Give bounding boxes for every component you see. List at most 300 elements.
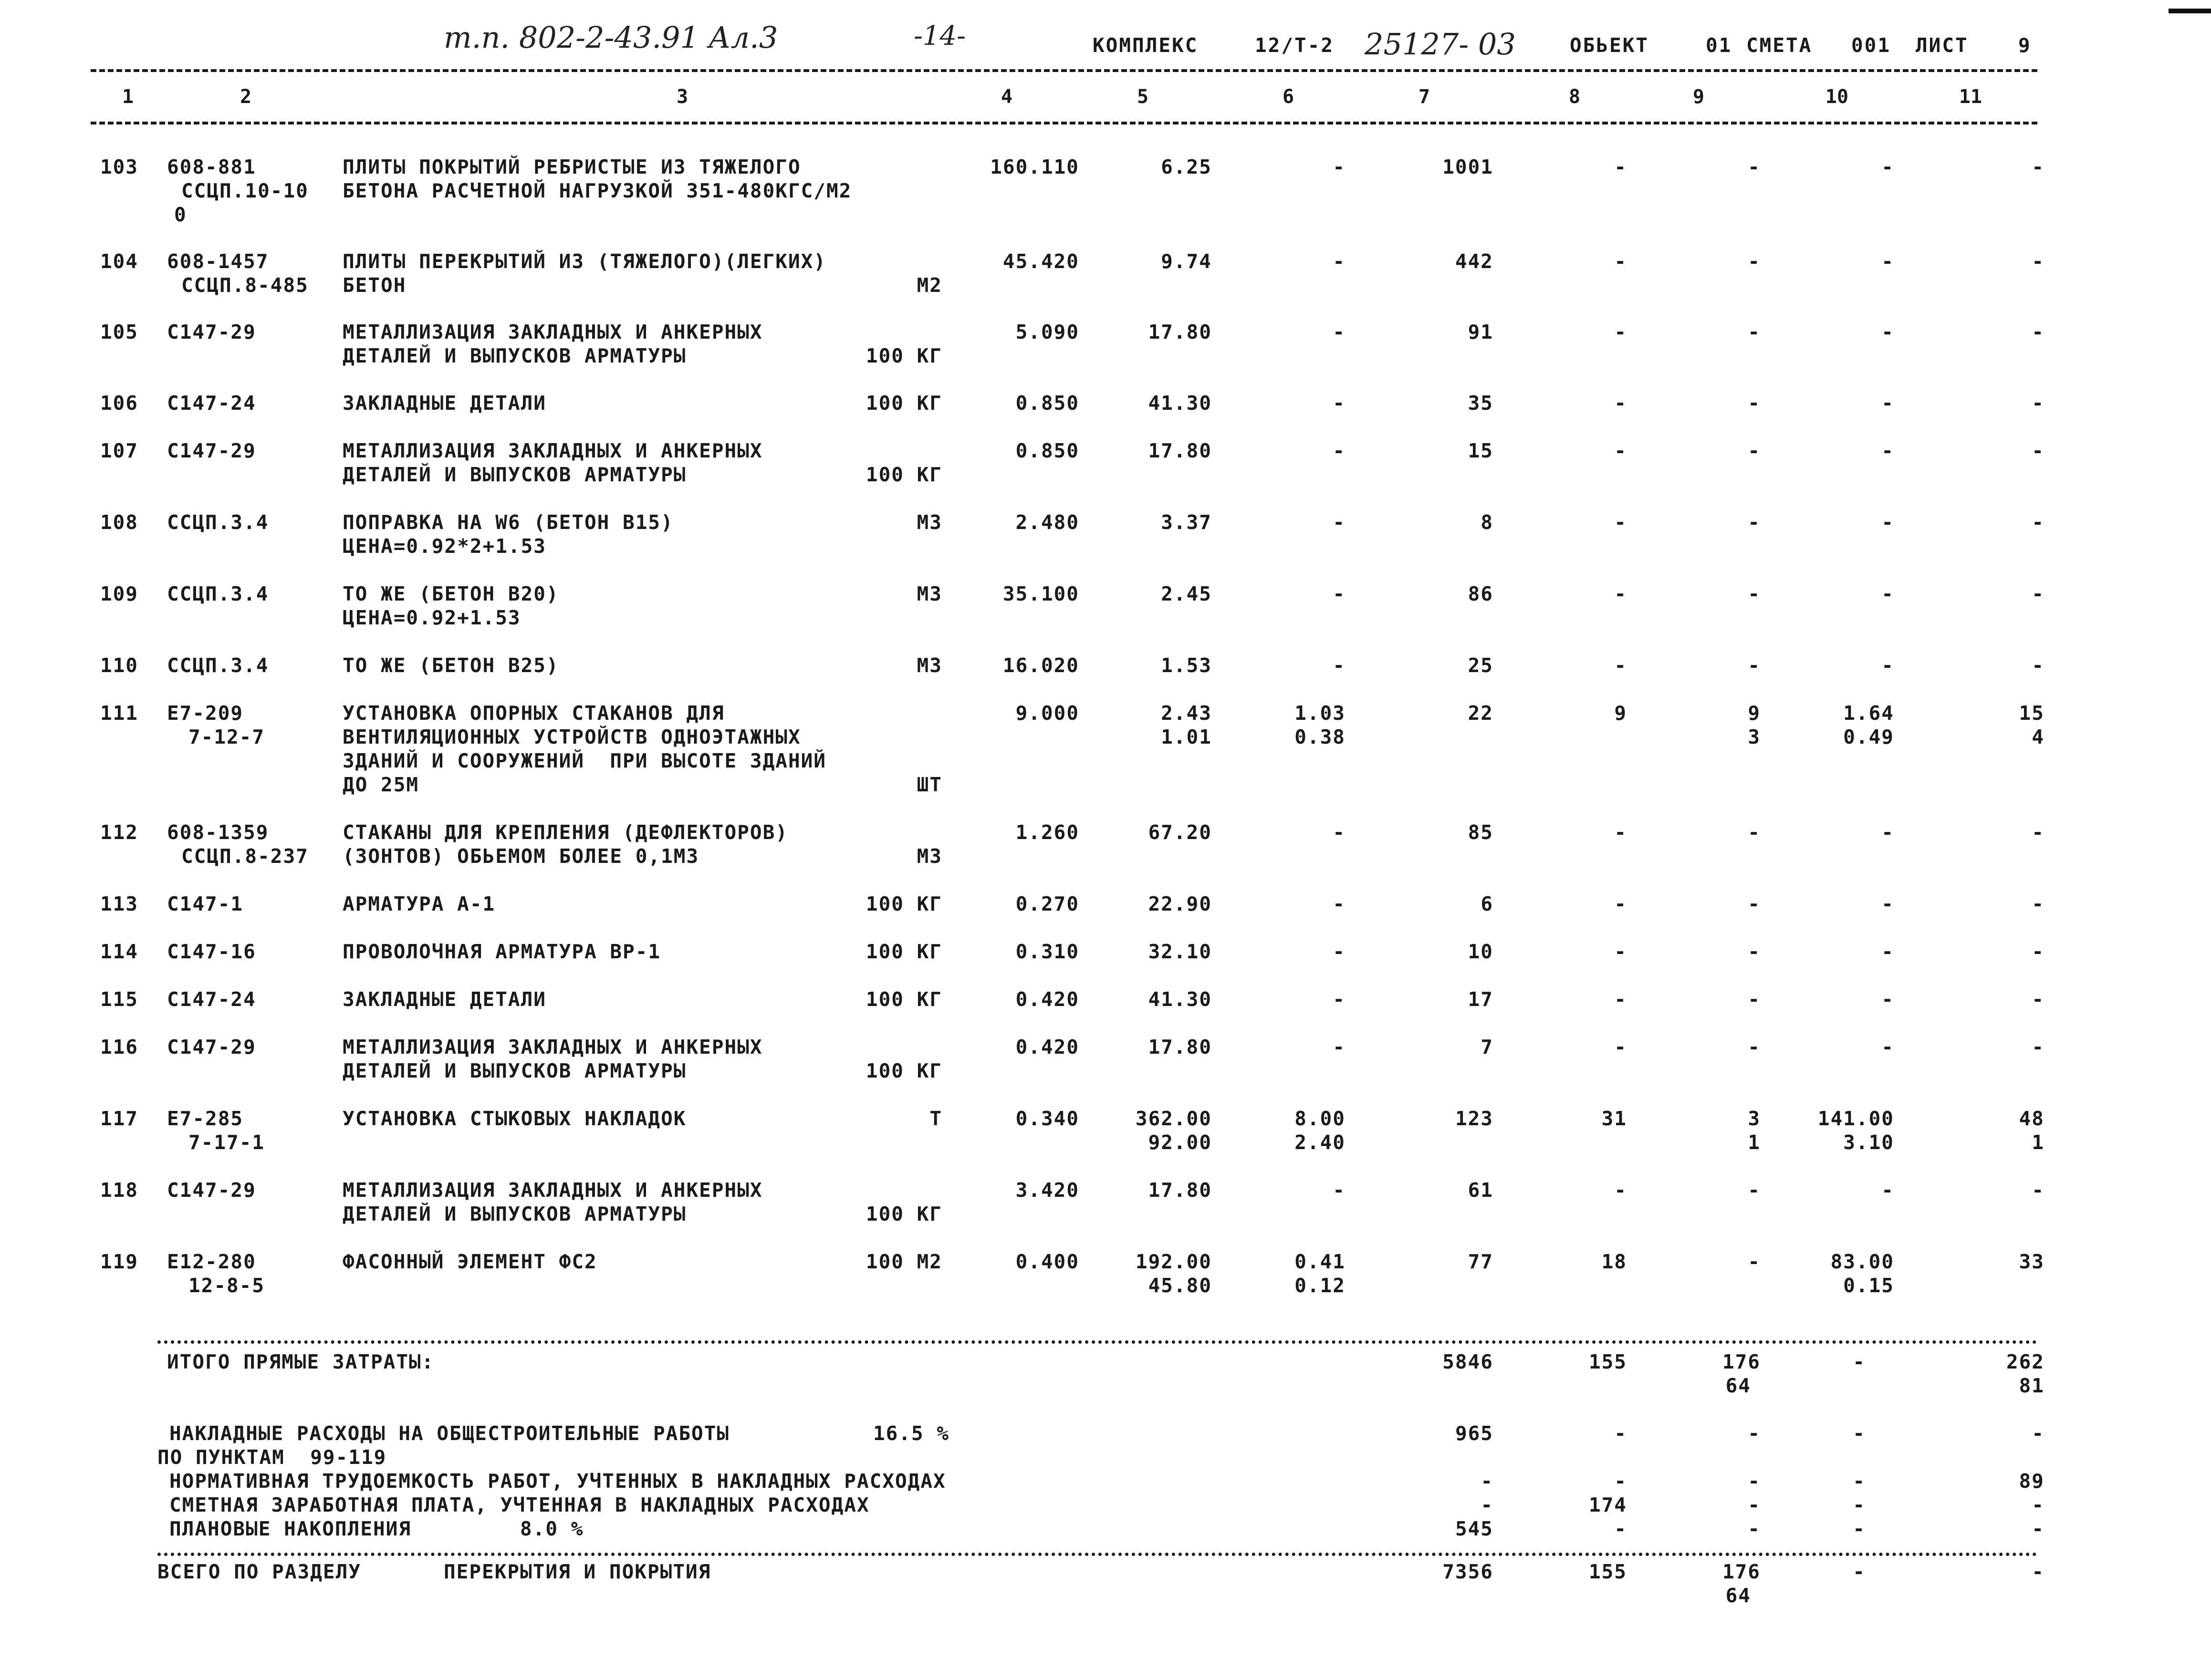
planned-savings-col-8: - [1614,1517,1627,1540]
value-col-10: - [1881,654,1894,677]
row-number: 114 [100,940,138,963]
summary-rule [157,1340,2037,1344]
value-col-7: 123 [1455,1107,1493,1130]
wages-label: СМЕТНАЯ ЗАРАБОТНАЯ ПЛАТА, УЧТЕННАЯ В НАКЛАДНЫХ РАСХОДАХ [169,1493,870,1516]
value-col-6: - [1333,892,1345,915]
direct-costs-col-10: - [1853,1350,1866,1373]
section-total-col-9: 64 [1725,1584,1751,1607]
value-col-6: 2.40 [1294,1131,1345,1154]
wages-col-11: - [2032,1493,2044,1516]
row-number: 105 [100,321,138,343]
work-description: ПЛИТЫ ПЕРЕКРЫТИЙ ИЗ (ТЯЖЕЛОГО)(ЛЕГКИХ) [343,250,826,273]
value-col-6: - [1333,392,1345,415]
unit-of-measure: 100 КГ [866,940,942,963]
row-number: 104 [100,250,138,273]
unit-of-measure: М2 [917,274,942,297]
value-col-7: 442 [1455,250,1493,273]
wages-col-7: - [1481,1493,1493,1516]
value-col-10: - [1881,988,1894,1011]
value-col-5: 22.90 [1148,892,1212,915]
labor-norm-col-8: - [1614,1470,1627,1493]
value-col-11: - [2032,1179,2044,1202]
value-col-8: 31 [1601,1107,1627,1130]
rate-code: С147-29 [167,439,256,462]
quantity: 160.110 [990,156,1079,178]
value-col-6: 0.41 [1294,1250,1345,1273]
overhead-col-11: - [2032,1422,2044,1445]
unit-of-measure: ШТ [917,773,942,796]
row-number: 108 [100,511,138,534]
value-col-7: 85 [1468,821,1493,844]
complex-code: 12/Т-2 [1255,34,1335,57]
planned-savings-label: ПЛАНОВЫЕ НАКОПЛЕНИЯ [169,1517,411,1540]
header-rule-top [91,69,2037,72]
value-col-5: 9.74 [1161,250,1212,273]
value-col-9: - [1748,821,1761,844]
rate-code: 7-12-7 [188,726,265,748]
value-col-8: - [1614,892,1627,915]
rate-code: С147-29 [167,1179,256,1202]
column-number: 11 [1959,86,1982,108]
work-description: ДЕТАЛЕЙ И ВЫПУСКОВ АРМАТУРЫ [343,1203,687,1225]
value-col-6: - [1333,321,1345,343]
value-col-5: 6.25 [1161,156,1212,178]
column-number: 7 [1418,86,1430,108]
value-col-9: - [1748,582,1761,605]
value-col-5: 92.00 [1148,1131,1212,1154]
quantity: 0.420 [1015,1036,1079,1058]
section-total-col-11: - [2032,1560,2044,1583]
direct-costs-col-9: 64 [1725,1374,1751,1397]
value-col-6: - [1333,821,1345,844]
value-col-6: 0.38 [1294,726,1345,748]
page-edge-mark [2169,9,2211,13]
unit-of-measure: М3 [917,582,942,605]
rate-code: Е12-280 [167,1250,256,1273]
value-col-10: - [1881,250,1894,273]
value-col-6: - [1333,1179,1345,1202]
value-col-5: 1.53 [1161,654,1212,677]
row-number: 103 [100,156,138,178]
value-col-11: 4 [2032,726,2044,748]
unit-of-measure: 100 КГ [866,463,942,486]
value-col-9: - [1748,1036,1761,1058]
value-col-6: 1.03 [1294,702,1345,725]
value-col-6: - [1333,654,1345,677]
column-number: 2 [240,86,252,108]
value-col-10: - [1881,940,1894,963]
value-col-6: - [1333,250,1345,273]
rate-code: С147-24 [167,988,256,1011]
column-number: 5 [1137,86,1149,108]
rate-code: ССЦП.8-237 [181,845,309,868]
work-description: ТО ЖЕ (БЕТОН В25) [343,654,559,677]
work-description: ЦЕНА=0.92*2+1.53 [343,535,546,558]
section-total-col-7: 7356 [1442,1560,1493,1583]
value-col-11: - [2032,321,2044,343]
quantity: 0.270 [1015,892,1079,915]
work-description: УСТАНОВКА ОПОРНЫХ СТАКАНОВ ДЛЯ [343,702,725,725]
overhead-col-10: - [1853,1422,1866,1445]
planned-savings-col-10: - [1853,1517,1866,1540]
planned-savings-col-7: 545 [1455,1517,1493,1540]
value-col-11: - [2032,892,2044,915]
value-col-5: 2.45 [1161,582,1212,605]
planned-savings-rate: 8.0 % [520,1517,584,1540]
rate-code: 608-881 [167,156,256,178]
value-col-11: - [2032,940,2044,963]
value-col-9: - [1748,892,1761,915]
value-col-8: - [1614,392,1627,415]
unit-of-measure: 100 КГ [866,988,942,1011]
overhead-col-9: - [1748,1422,1761,1445]
planned-savings-col-9: - [1748,1517,1761,1540]
work-description: ДО 25М [343,773,419,796]
quantity: 0.850 [1015,392,1079,415]
column-number: 6 [1282,86,1294,108]
rate-code: ССЦП.8-485 [181,274,309,297]
value-col-10: 0.49 [1843,726,1894,748]
quantity: 3.420 [1015,1179,1079,1202]
unit-of-measure: М3 [917,654,942,677]
rate-code: Е7-285 [167,1107,244,1130]
planned-savings-col-11: - [2032,1517,2044,1540]
value-col-11: - [2032,250,2044,273]
rate-code: 608-1359 [167,821,269,844]
direct-costs-label: ИТОГО ПРЯМЫЕ ЗАТРАТЫ: [167,1350,435,1373]
row-number: 117 [100,1107,138,1130]
work-description: СТАКАНЫ ДЛЯ КРЕПЛЕНИЯ (ДЕФЛЕКТОРОВ) [343,821,788,844]
value-col-8: - [1614,156,1627,178]
value-col-9: 9 [1748,702,1761,725]
value-col-8: 18 [1601,1250,1627,1273]
unit-of-measure: 100 КГ [866,344,942,367]
value-col-8: - [1614,321,1627,343]
column-number: 1 [122,86,134,108]
quantity: 9.000 [1015,702,1079,725]
value-col-5: 17.80 [1148,321,1212,343]
doc-code: т.п. 802-2-43.91 Ал.3 [444,20,778,55]
value-col-5: 45.80 [1148,1274,1212,1297]
value-col-9: - [1748,940,1761,963]
value-col-10: - [1881,1036,1894,1058]
value-col-9: 1 [1748,1131,1761,1154]
overhead-points: ПО ПУНКТАМ 99-119 [157,1446,387,1469]
rate-code: 0 [174,203,187,226]
unit-of-measure: М3 [917,845,942,868]
value-col-11: 1 [2032,1131,2044,1154]
value-col-10: - [1881,392,1894,415]
work-description: АРМАТУРА А-1 [343,892,496,915]
rate-code: С147-29 [167,1036,256,1058]
object-label: ОБЬЕКТ [1570,34,1649,57]
value-col-6: 8.00 [1294,1107,1345,1130]
value-col-11: - [2032,988,2044,1011]
work-description: ЦЕНА=0.92+1.53 [343,606,521,629]
value-col-9: 3 [1748,726,1761,748]
value-col-5: 17.80 [1148,1179,1212,1202]
column-number: 10 [1825,86,1849,108]
value-col-9: - [1748,321,1761,343]
row-number: 109 [100,582,138,605]
row-number: 112 [100,821,138,844]
section-total-col-9: 176 [1722,1560,1761,1583]
overhead-rate: 16.5 % [873,1422,950,1445]
section-total-rule [157,1553,2037,1556]
column-number: 4 [1001,86,1013,108]
value-col-11: 33 [2019,1250,2044,1273]
quantity: 0.400 [1015,1250,1079,1273]
direct-costs-col-8: 155 [1588,1350,1627,1373]
labor-norm-col-9: - [1748,1470,1761,1493]
value-col-9: - [1748,1179,1761,1202]
section-total-col-10: - [1853,1560,1866,1583]
work-description: МЕТАЛЛИЗАЦИЯ ЗАКЛАДНЫХ И АНКЕРНЫХ [343,321,763,343]
value-col-7: 15 [1468,439,1493,462]
value-col-9: - [1748,511,1761,534]
row-number: 111 [100,702,138,725]
unit-of-measure: М3 [917,511,942,534]
value-col-5: 67.20 [1148,821,1212,844]
value-col-10: - [1881,321,1894,343]
work-description: ЗАКЛАДНЫЕ ДЕТАЛИ [343,392,546,415]
work-description: БЕТОНА РАСЧЕТНОЙ НАГРУЗКОЙ 351-480КГС/М2 [343,179,852,202]
work-description: МЕТАЛЛИЗАЦИЯ ЗАКЛАДНЫХ И АНКЕРНЫХ [343,439,763,462]
value-col-10: 0.15 [1843,1274,1894,1297]
value-col-6: - [1333,1036,1345,1058]
row-number: 106 [100,392,138,415]
value-col-7: 1001 [1442,156,1493,178]
value-col-8: - [1614,439,1627,462]
work-description: ТО ЖЕ (БЕТОН В20) [343,582,559,605]
wages-col-10: - [1853,1493,1866,1516]
value-col-9: - [1748,439,1761,462]
direct-costs-col-9: 176 [1722,1350,1761,1373]
quantity: 5.090 [1015,321,1079,343]
value-col-5: 3.37 [1161,511,1212,534]
value-col-7: 8 [1481,511,1493,534]
value-col-5: 192.00 [1135,1250,1212,1273]
complex-handwritten: 25127- 03 [1365,27,1516,62]
value-col-9: - [1748,988,1761,1011]
value-col-8: - [1614,821,1627,844]
value-col-10: - [1881,511,1894,534]
value-col-6: - [1333,156,1345,178]
column-number: 8 [1568,86,1581,108]
work-description: ДЕТАЛЕЙ И ВЫПУСКОВ АРМАТУРЫ [343,463,687,486]
labor-norm-label: НОРМАТИВНАЯ ТРУДОЕМКОСТЬ РАБОТ, УЧТЕННЫХ В НАКЛАДНЫХ РАСХОДАХ [169,1470,946,1493]
row-number: 107 [100,439,138,462]
value-col-5: 32.10 [1148,940,1212,963]
value-col-5: 2.43 [1161,702,1212,725]
smeta-label: СМЕТА [1746,34,1813,57]
labor-norm-col-7: - [1481,1470,1493,1493]
value-col-5: 17.80 [1148,439,1212,462]
rate-code: С147-16 [167,940,256,963]
labor-norm-col-10: - [1853,1470,1866,1493]
direct-costs-col-11: 81 [2019,1374,2044,1397]
work-description: БЕТОН [343,274,407,297]
row-number: 115 [100,988,138,1011]
column-number: 9 [1692,86,1705,108]
unit-of-measure: Т [929,1107,942,1130]
unit-of-measure: 100 КГ [866,892,942,915]
unit-of-measure: 100 КГ [866,1203,942,1225]
value-col-10: 3.10 [1843,1131,1894,1154]
value-col-10: 141.00 [1817,1107,1894,1130]
value-col-11: 48 [2019,1107,2044,1130]
quantity: 1.260 [1015,821,1079,844]
rate-code: ССЦП.10-10 [181,179,309,202]
value-col-10: - [1881,439,1894,462]
value-col-11: - [2032,582,2044,605]
value-col-11: - [2032,1036,2044,1058]
wages-col-9: - [1748,1493,1761,1516]
work-description: (ЗОНТОВ) ОБЬЕМОМ БОЛЕЕ 0,1М3 [343,845,699,868]
work-description: ДЕТАЛЕЙ И ВЫПУСКОВ АРМАТУРЫ [343,344,687,367]
value-col-11: - [2032,821,2044,844]
value-col-8: - [1614,1179,1627,1202]
value-col-11: - [2032,156,2044,178]
header-rule-bottom [91,122,2037,124]
row-number: 110 [100,654,138,677]
value-col-7: 17 [1468,988,1493,1011]
value-col-9: - [1748,392,1761,415]
work-description: ПОПРАВКА НА W6 (БЕТОН В15) [343,511,674,534]
value-col-6: - [1333,511,1345,534]
row-number: 116 [100,1036,138,1058]
unit-of-measure: 100 М2 [866,1250,942,1273]
value-col-11: - [2032,439,2044,462]
rate-code: 608-1457 [167,250,269,273]
quantity: 0.310 [1015,940,1079,963]
value-col-9: - [1748,250,1761,273]
value-col-7: 25 [1468,654,1493,677]
value-col-5: 362.00 [1135,1107,1212,1130]
value-col-11: - [2032,511,2044,534]
quantity: 2.480 [1015,511,1079,534]
overhead-label: НАКЛАДНЫЕ РАСХОДЫ НА ОБЩЕСТРОИТЕЛЬНЫЕ РАБОТЫ [169,1422,730,1445]
value-col-9: - [1748,156,1761,178]
work-description: ПЛИТЫ ПОКРЫТИЙ РЕБРИСТЫЕ ИЗ ТЯЖЕЛОГО [343,156,801,178]
value-col-10: - [1881,1179,1894,1202]
rate-code: 12-8-5 [188,1274,265,1297]
object-number: 01 [1706,34,1732,57]
work-description: ВЕНТИЛЯЦИОННЫХ УСТРОЙСТВ ОДНОЭТАЖНЫХ [343,726,801,748]
rate-code: Е7-209 [167,702,244,725]
section-name: ПЕРЕКРЫТИЯ И ПОКРЫТИЯ [444,1560,711,1583]
value-col-11: - [2032,654,2044,677]
value-col-7: 10 [1468,940,1493,963]
wages-col-8: 174 [1588,1493,1627,1516]
labor-norm-col-11: 89 [2019,1470,2044,1493]
quantity: 0.340 [1015,1107,1079,1130]
overhead-col-8: - [1614,1422,1627,1445]
column-number: 3 [676,86,688,108]
section-total-col-8: 155 [1588,1560,1627,1583]
rate-code: С147-24 [167,392,256,415]
rate-code: ССЦП.3.4 [167,582,269,605]
value-col-9: - [1748,654,1761,677]
value-col-10: - [1881,892,1894,915]
work-description: УСТАНОВКА СТЫКОВЫХ НАКЛАДОК [343,1107,687,1130]
section-total-label: ВСЕГО ПО РАЗДЕЛУ [157,1560,361,1583]
row-number: 119 [100,1250,138,1273]
value-col-6: - [1333,439,1345,462]
value-col-7: 7 [1481,1036,1493,1058]
complex-label: КОМПЛЕКС [1093,34,1199,57]
value-col-8: - [1614,940,1627,963]
rate-code: ССЦП.3.4 [167,654,269,677]
direct-costs-col-7: 5846 [1442,1350,1493,1373]
rate-code: 7-17-1 [188,1131,265,1154]
rate-code: ССЦП.3.4 [167,511,269,534]
value-col-10: - [1881,156,1894,178]
page-number: -14- [914,21,966,52]
work-description: ДЕТАЛЕЙ И ВЫПУСКОВ АРМАТУРЫ [343,1059,687,1082]
work-description: ЗДАНИЙ И СООРУЖЕНИЙ ПРИ ВЫСОТЕ ЗДАНИЙ [343,749,826,772]
quantity: 35.100 [1002,582,1079,605]
value-col-8: - [1614,988,1627,1011]
value-col-8: - [1614,511,1627,534]
unit-of-measure: 100 КГ [866,1059,942,1082]
value-col-8: - [1614,582,1627,605]
overhead-col-7: 965 [1455,1422,1493,1445]
row-number: 118 [100,1179,138,1202]
value-col-7: 22 [1468,702,1493,725]
quantity: 0.420 [1015,988,1079,1011]
quantity: 0.850 [1015,439,1079,462]
rate-code: С147-1 [167,892,244,915]
value-col-6: 0.12 [1294,1274,1345,1297]
value-col-9: - [1748,1250,1761,1273]
value-col-5: 1.01 [1161,726,1212,748]
value-col-11: - [2032,392,2044,415]
value-col-8: - [1614,250,1627,273]
value-col-10: - [1881,582,1894,605]
work-description: МЕТАЛЛИЗАЦИЯ ЗАКЛАДНЫХ И АНКЕРНЫХ [343,1036,763,1058]
value-col-6: - [1333,940,1345,963]
value-col-11: 15 [2019,702,2044,725]
sheet-label: ЛИСТ [1916,34,1969,57]
value-col-7: 91 [1468,321,1493,343]
value-col-7: 35 [1468,392,1493,415]
value-col-10: 83.00 [1830,1250,1894,1273]
value-col-9: 3 [1748,1107,1761,1130]
work-description: ЗАКЛАДНЫЕ ДЕТАЛИ [343,988,546,1011]
value-col-7: 77 [1468,1250,1493,1273]
value-col-6: - [1333,582,1345,605]
value-col-5: 41.30 [1148,988,1212,1011]
smeta-number: 001 [1851,34,1891,57]
row-number: 113 [100,892,138,915]
value-col-8: 9 [1614,702,1627,725]
value-col-10: 1.64 [1843,702,1894,725]
value-col-8: - [1614,654,1627,677]
value-col-8: - [1614,1036,1627,1058]
sheet-number: 9 [2018,34,2032,57]
value-col-7: 61 [1468,1179,1493,1202]
value-col-5: 41.30 [1148,392,1212,415]
value-col-6: - [1333,988,1345,1011]
quantity: 16.020 [1002,654,1079,677]
value-col-10: - [1881,821,1894,844]
work-description: МЕТАЛЛИЗАЦИЯ ЗАКЛАДНЫХ И АНКЕРНЫХ [343,1179,763,1202]
value-col-7: 6 [1481,892,1493,915]
quantity: 45.420 [1002,250,1079,273]
value-col-5: 17.80 [1148,1036,1212,1058]
unit-of-measure: 100 КГ [866,392,942,415]
